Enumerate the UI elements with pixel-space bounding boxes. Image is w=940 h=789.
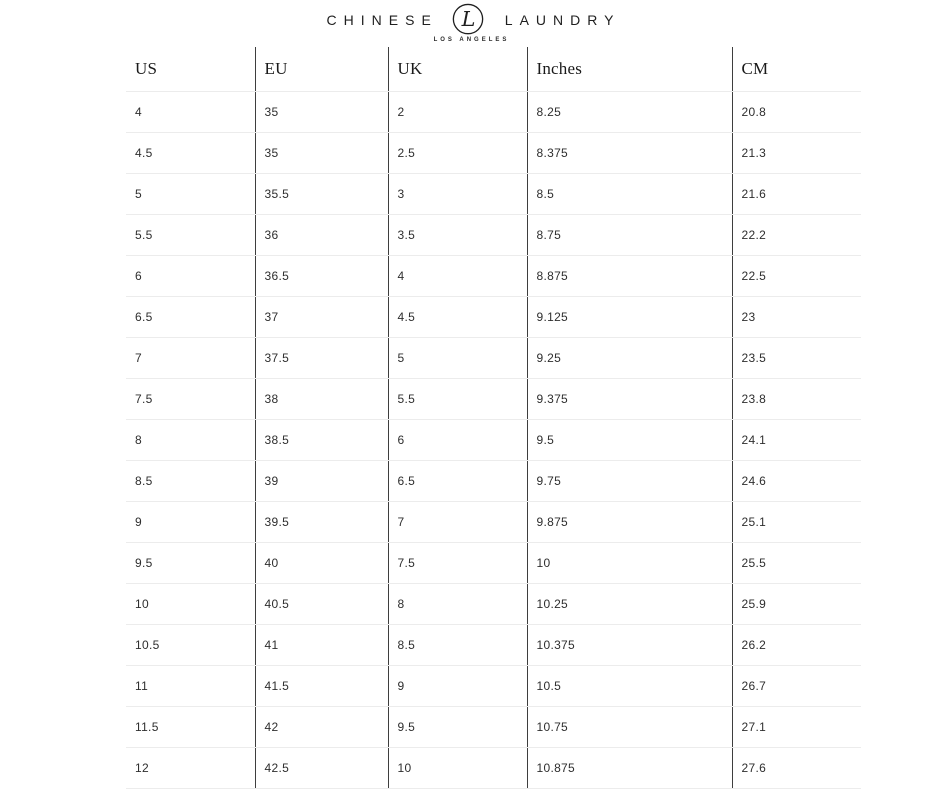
size-cell-eu: 42.5	[255, 748, 388, 789]
size-cell-uk: 2.5	[388, 133, 527, 174]
size-cell-inches: 10	[527, 543, 732, 584]
size-cell-inches: 9.125	[527, 297, 732, 338]
size-chart-table	[126, 47, 861, 789]
brand-subtitle: LOS ANGELES	[433, 37, 510, 43]
size-cell-us: 5	[126, 174, 255, 215]
size-cell-uk: 9	[388, 666, 527, 707]
size-cell-cm: 24.6	[732, 461, 861, 502]
table-row	[126, 502, 861, 543]
size-cell-eu: 39	[255, 461, 388, 502]
size-cell-us: 11.5	[126, 707, 255, 748]
brand-logo	[0, 0, 940, 47]
size-cell-cm: 26.2	[732, 625, 861, 666]
size-cell-inches: 9.875	[527, 502, 732, 543]
size-cell-cm: 22.2	[732, 215, 861, 256]
size-cell-us: 12	[126, 748, 255, 789]
size-cell-cm: 20.8	[732, 92, 861, 133]
size-cell-cm: 26.7	[732, 666, 861, 707]
size-cell-us: 8	[126, 420, 255, 461]
svg-text:L: L	[461, 7, 476, 32]
size-cell-us: 11	[126, 666, 255, 707]
size-cell-us: 4	[126, 92, 255, 133]
size-cell-inches: 9.25	[527, 338, 732, 379]
size-cell-inches: 9.375	[527, 379, 732, 420]
size-cell-us: 4.5	[126, 133, 255, 174]
table-row	[126, 338, 861, 379]
size-cell-uk: 4.5	[388, 297, 527, 338]
size-cell-eu: 40.5	[255, 584, 388, 625]
size-cell-eu: 35	[255, 133, 388, 174]
brand-logo-row	[320, 0, 621, 40]
table-row	[126, 379, 861, 420]
size-cell-uk: 8.5	[388, 625, 527, 666]
table-row	[126, 461, 861, 502]
size-cell-cm: 23.8	[732, 379, 861, 420]
size-cell-uk: 3	[388, 174, 527, 215]
size-cell-eu: 41	[255, 625, 388, 666]
size-cell-uk: 7	[388, 502, 527, 543]
table-row	[126, 256, 861, 297]
column-header-uk: UK	[388, 47, 527, 92]
table-row	[126, 215, 861, 256]
header-row	[126, 47, 861, 92]
size-cell-eu: 39.5	[255, 502, 388, 543]
size-cell-eu: 35	[255, 92, 388, 133]
table-row	[126, 174, 861, 215]
size-cell-inches: 9.5	[527, 420, 732, 461]
size-cell-us: 6.5	[126, 297, 255, 338]
size-cell-cm: 25.5	[732, 543, 861, 584]
size-cell-inches: 10.375	[527, 625, 732, 666]
size-cell-eu: 37.5	[255, 338, 388, 379]
size-cell-uk: 10	[388, 748, 527, 789]
size-cell-uk: 2	[388, 92, 527, 133]
size-cell-us: 9.5	[126, 543, 255, 584]
size-cell-us: 7.5	[126, 379, 255, 420]
brand-name-right: LAUNDRY	[504, 12, 621, 28]
size-chart-container	[126, 47, 861, 789]
size-cell-eu: 35.5	[255, 174, 388, 215]
table-row	[126, 297, 861, 338]
size-cell-cm: 23	[732, 297, 861, 338]
size-cell-eu: 36.5	[255, 256, 388, 297]
table-row	[126, 92, 861, 133]
column-header-inches: Inches	[527, 47, 732, 92]
size-cell-eu: 37	[255, 297, 388, 338]
size-cell-eu: 38.5	[255, 420, 388, 461]
size-cell-inches: 9.75	[527, 461, 732, 502]
size-cell-cm: 21.6	[732, 174, 861, 215]
size-cell-inches: 8.5	[527, 174, 732, 215]
size-chart-body	[126, 92, 861, 789]
size-cell-eu: 41.5	[255, 666, 388, 707]
size-cell-uk: 4	[388, 256, 527, 297]
table-row	[126, 666, 861, 707]
column-header-cm: CM	[732, 47, 861, 92]
table-row	[126, 420, 861, 461]
table-row	[126, 707, 861, 748]
size-cell-us: 5.5	[126, 215, 255, 256]
size-cell-inches: 8.375	[527, 133, 732, 174]
brand-monogram-icon	[451, 3, 485, 37]
column-header-us: US	[126, 47, 255, 92]
size-cell-inches: 10.75	[527, 707, 732, 748]
size-cell-inches: 8.25	[527, 92, 732, 133]
size-cell-cm: 25.1	[732, 502, 861, 543]
size-cell-uk: 6.5	[388, 461, 527, 502]
size-cell-uk: 6	[388, 420, 527, 461]
size-cell-cm: 22.5	[732, 256, 861, 297]
size-cell-us: 7	[126, 338, 255, 379]
size-cell-inches: 10.25	[527, 584, 732, 625]
size-cell-eu: 42	[255, 707, 388, 748]
size-cell-inches: 10.5	[527, 666, 732, 707]
size-cell-us: 6	[126, 256, 255, 297]
size-cell-us: 9	[126, 502, 255, 543]
table-row	[126, 625, 861, 666]
table-row	[126, 133, 861, 174]
size-cell-uk: 5	[388, 338, 527, 379]
size-cell-inches: 8.875	[527, 256, 732, 297]
column-header-eu: EU	[255, 47, 388, 92]
table-row	[126, 584, 861, 625]
size-cell-cm: 23.5	[732, 338, 861, 379]
size-cell-us: 10.5	[126, 625, 255, 666]
size-cell-uk: 9.5	[388, 707, 527, 748]
size-cell-eu: 40	[255, 543, 388, 584]
table-row	[126, 748, 861, 789]
size-cell-uk: 8	[388, 584, 527, 625]
brand-name-left: CHINESE	[326, 12, 438, 28]
size-cell-us: 8.5	[126, 461, 255, 502]
size-cell-uk: 3.5	[388, 215, 527, 256]
size-cell-uk: 5.5	[388, 379, 527, 420]
table-row	[126, 543, 861, 584]
size-cell-cm: 27.6	[732, 748, 861, 789]
size-cell-inches: 10.875	[527, 748, 732, 789]
size-cell-cm: 25.9	[732, 584, 861, 625]
size-cell-uk: 7.5	[388, 543, 527, 584]
size-cell-eu: 38	[255, 379, 388, 420]
size-cell-eu: 36	[255, 215, 388, 256]
size-cell-inches: 8.75	[527, 215, 732, 256]
size-cell-cm: 27.1	[732, 707, 861, 748]
size-cell-us: 10	[126, 584, 255, 625]
size-cell-cm: 24.1	[732, 420, 861, 461]
size-cell-cm: 21.3	[732, 133, 861, 174]
